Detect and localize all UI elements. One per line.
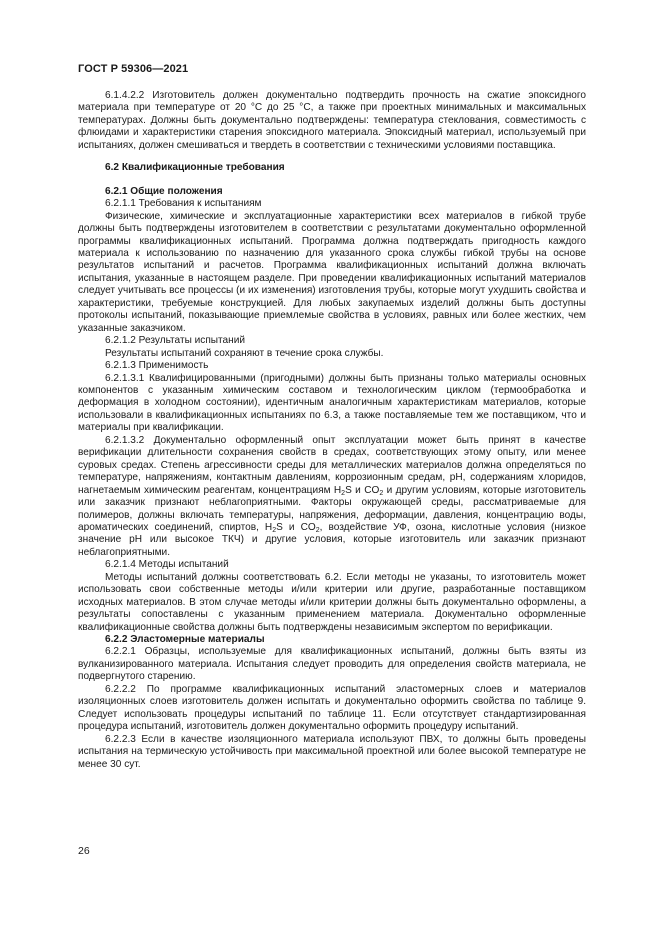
text-run: и другим условиям, которые изготовитель или заказчик признают неблагоприятными. Факторы окружающей среды, рассматриваемые для полимеров, должны включать температуры, напряжения, деформации, давления, концентрацию воды, ароматических соединений, спиртов, H [78,484,586,533]
subsection-heading-6-2-2: 6.2.2 Эластомерные материалы [105,634,265,646]
document-body [78,90,586,771]
text-run: , воздействие УФ, озона, кислотные условия (низкое значение pH или высокое ТКЧ) и другие условия, которые изготовитель или заказчик признают неблагоприятными. [78,521,587,558]
subscript: 2 [272,526,277,534]
paragraph-6-2-1-1: Физические, химические и эксплуатационные характеристики всех материалов в гибкой трубе должны быть подтверждены изготовителем в соответствии с результатами документально оформленной программы квалификационных испытаний. Программа должна подтверждать пригодность каждого материала к использованию по назначению для указанного срока службы гибкой трубы на основе результатов испытаний и расчетов. Программа квалификационных испытаний должна включать испытания, указанные в настоящем разделе. При проведении квалификационных испытаний материалов следует учитывать все процессы (и их изменения) изготовления трубы, которые могут ухудшить свойства и характеристики, требуемые конструкцией. Для любых закупаемых изделий должны быть доступны протоколы испытаний, показывающие приемлемые свойства в условиях, равных или более жестких, чем указанные заказчиком. [78,210,586,334]
clause-title-6-2-1-1: 6.2.1.1 Требования к испытаниям [105,198,262,210]
paragraph-6-2-1-3-1: 6.2.1.3.1 Квалифицированными (пригодными) должны быть признаны только материалы основных компонентов с указанным химическим составом и технологическим циклом (термообработка и деформация в холодном состоянии), идентичным аналогичным характеристикам материалов, которые использовали в квалификационных испытаниях по 6.3, а также поставляемые тем же поставщиком, что и материалы при квалификации. [78,372,586,434]
paragraph-6-1-4-2-2: 6.1.4.2.2 Изготовитель должен документально подтвердить прочность на сжатие эпоксидного материала при температуре от 20 °С до 25 °С, а также при проектных минимальных и максимальных температурах. Должны быть документально подтверждены: температура стеклования, совместимость с флюидами и характеристики старения эпоксидного материала. Эпоксидный материал, используемый при испытаниях, должен смешиваться и твердеть в соответствии с техническими условиями поставщика. [78,90,586,151]
paragraph-6-2-2-3: 6.2.2.3 Если в качестве изоляционного материала используют ПВХ, то должны быть проведены испытания на термическую устойчивость при максимальной проектной или более высокой температуре не менее 30 сут. [78,733,586,770]
subscript: 2 [341,489,346,497]
paragraph-6-2-2-1: 6.2.2.1 Образцы, используемые для квалификационных испытаний, должны быть взяты из вулканизированного материала. Испытания следует проводить для определения свойств материала, не подвергнутого старению. [78,646,586,683]
text-run: S и CO [345,484,380,496]
text-run: 6.2.1.3.2 Документально оформленный опыт эксплуатации может быть принят в качестве верификации длительности сохранения свойств в средах, соответствующих этому опыту, или менее суровых средах. Степень агрессивности среды для металлических материалов должна определяться по температуре, напряжениям, контактным давлениям, коррозионным средам, pH, содержаниям хлоридов, нагнетаемым химическим реагентам, концентрациям H [78,434,586,496]
paragraph-6-2-1-2: Результаты испытаний сохраняют в течение срока службы. [105,347,384,359]
paragraph-6-2-2-2: 6.2.2.2 По программе квалификационных испытаний эластомерных слоев и материалов изоляционных слоев изготовитель должен испытать и документально оформить свойства по таблице 9. Следует использовать процедуры испытаний по таблице 11. Если отсутствует стандартизированная процедура испытаний, изготовитель должен документально оформить процедуру испытаний. [78,683,586,733]
document-header: ГОСТ Р 59306—2021 [78,63,189,75]
subscript: 2 [379,489,384,497]
text-run: S и CO [276,521,316,533]
clause-title-6-2-1-2: 6.2.1.2 Результаты испытаний [105,335,246,347]
paragraph-6-2-1-4: Методы испытаний должны соответствовать 6.2. Если методы не указаны, то изготовитель может использовать свои собственные методы и/или критерии или другие, разработанные поставщиком исходных материалов. В этом случае методы и/или критерии должны быть документально оформлены, а результаты сопоставлены с указанным применением материала. Документально оформленные квалификационные свойства должны быть подтверждены независимым экспертом по верификации. [78,571,586,633]
page-number: 26 [78,845,90,857]
subscript: 2 [315,526,320,534]
section-heading-6-2: 6.2 Квалификационные требования [105,162,285,174]
paragraph-6-2-1-3-2 [78,435,586,560]
subsection-heading-6-2-1: 6.2.1 Общие положения [105,185,223,197]
clause-title-6-2-1-3: 6.2.1.3 Применимость [105,360,209,372]
clause-title-6-2-1-4: 6.2.1.4 Методы испытаний [105,559,229,571]
